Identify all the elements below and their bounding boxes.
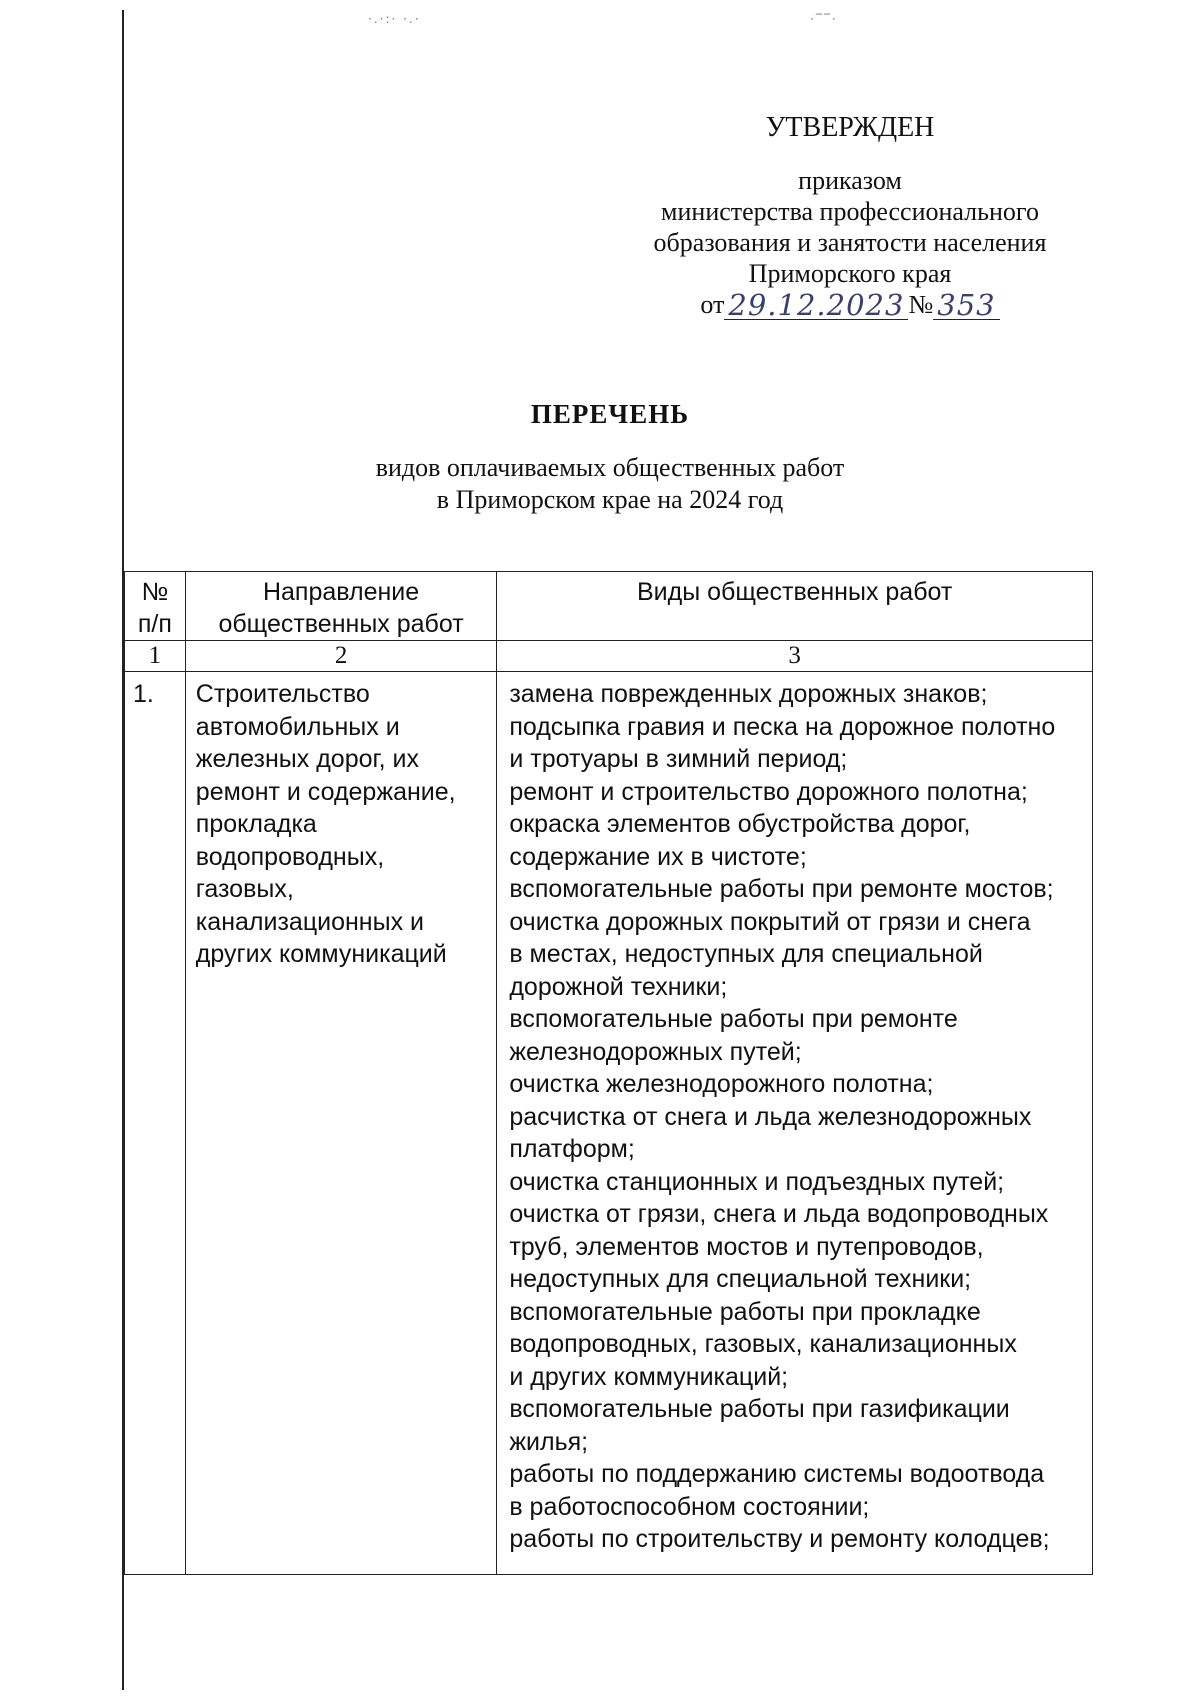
column-number: 1 [125,641,186,672]
table-row [125,672,1093,1575]
date-prefix: от [700,290,725,319]
direction-line: ремонт и содержание, [195,777,456,806]
header-text: Виды общественных работ [636,578,953,606]
number-prefix: № [908,290,934,319]
work-line: очистка дорожных покрытий от грязи и снега [509,907,1031,936]
approval-line: приказом [798,166,902,195]
row-works [497,672,1093,1575]
direction-line: автомобильных и [195,712,400,741]
work-line: очистка от грязи, снега и льда водопроводных [509,1200,1049,1228]
direction-line: водопроводных, [195,842,385,871]
document-title: ПЕРЕЧЕНЬ [530,399,690,429]
header-number [125,572,186,641]
works-table [124,571,1093,1575]
work-line: подсыпка гравия и песка на дорожное полотно [509,712,1056,741]
work-line: вспомогательные работы при ремонте [509,1005,958,1033]
direction-line: других коммуникаций [195,940,447,968]
work-line: в местах, недоступных для специальной [509,940,983,968]
work-line: замена поврежденных дорожных знаков; [509,680,988,708]
work-line: дорожной техники; [509,972,728,1001]
column-number: 3 [497,641,1093,672]
work-line: очистка станционных и подъездных путей; [509,1167,1005,1196]
header-text: № [141,578,169,606]
approval-line: министерства профессионального [661,197,1039,226]
approval-heading: УТВЕРЖДЕН [765,112,935,143]
approval-block [620,112,1080,320]
work-line: железнодорожных путей; [509,1037,802,1066]
work-line: и тротуары в зимний период; [509,745,848,773]
work-line: работы по поддержанию системы водоотвода [509,1460,1045,1488]
handwritten-number: 353 [933,291,999,320]
direction-line: прокладка [195,810,317,838]
row-direction [185,672,497,1575]
work-line: и других коммуникаций; [509,1362,789,1391]
direction-line: газовых, [195,875,294,903]
work-line: вспомогательные работы при прокладке [509,1297,981,1326]
approval-date-line [620,289,1080,320]
column-number-row [125,641,1093,672]
work-line: в работоспособном состоянии; [509,1492,870,1521]
work-line: платформ; [509,1135,635,1163]
direction-line: канализационных и [195,907,424,936]
work-line: жилья; [509,1427,589,1456]
table-header-row [125,572,1093,641]
header-direction [185,572,497,641]
direction-line: Строительство [195,680,370,708]
scan-noise: ·.·:· ·.· [368,12,421,26]
document-subtitle-line: видов оплачиваемых общественных работ [375,453,845,482]
work-line: содержание их в чистоте; [509,842,807,871]
document-title-block [240,398,980,516]
header-text: п/п [137,610,172,638]
work-line: ремонт и строительство дорожного полотна; [509,777,1028,806]
header-text: Направление [262,578,420,606]
work-line: вспомогательные работы при газификации [509,1395,1010,1423]
work-line: расчистка от снега и льда железнодорожных [509,1102,1032,1131]
work-line: вспомогательные работы при ремонте мостов; [509,875,1054,903]
work-line: работы по строительству и ремонту колодцев; [509,1525,1050,1553]
handwritten-date: 29.12.2023 [724,291,908,320]
work-line: водопроводных, газовых, канализационных [509,1330,1017,1358]
work-line: окраска элементов обустройства дорог, [509,810,971,838]
header-text: общественных работ [218,610,464,638]
document-subtitle-line: в Приморском крае на 2024 год [436,485,784,514]
row-number: 1. [125,672,186,1575]
header-works [497,572,1093,641]
work-line: труб, элементов мостов и путепроводов, [509,1232,984,1261]
direction-line: железных дорог, их [195,745,419,773]
work-line: очистка железнодорожного полотна; [509,1070,934,1098]
scan-noise: ·‾‾· [810,12,838,26]
approval-line: образования и занятости населения [653,228,1047,257]
work-line: недоступных для специальной техники; [509,1265,972,1293]
column-number: 2 [185,641,497,672]
approval-line: Приморского края [748,259,952,288]
